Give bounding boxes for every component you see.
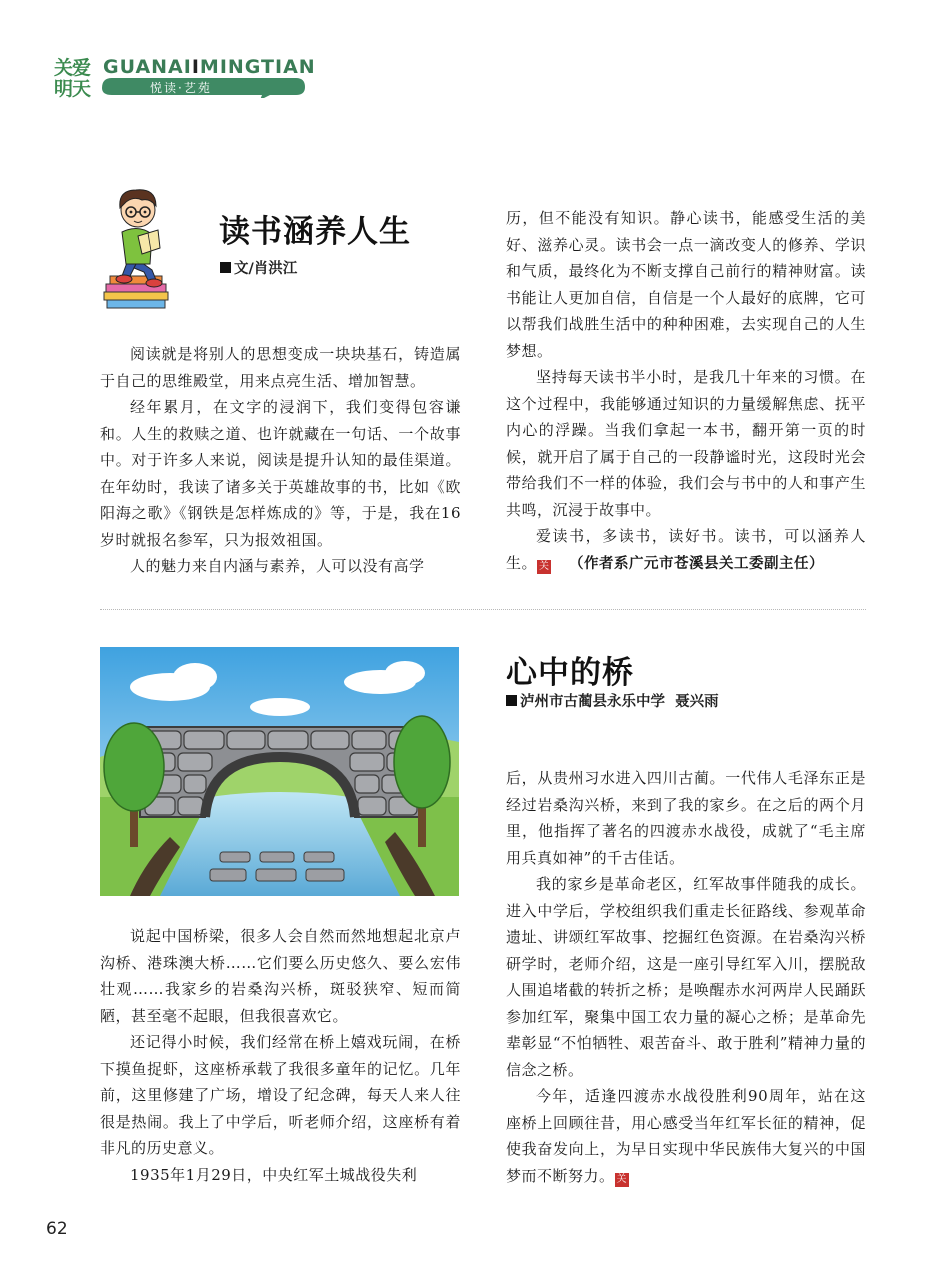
paragraph: 1935年1月29日，中央红军土城战役失利: [130, 1165, 418, 1184]
article2-title: 心中的桥: [506, 655, 634, 691]
brand-en-sep: I: [191, 56, 200, 78]
article1-left-column: [100, 341, 461, 580]
logo-line2: 明天: [54, 78, 91, 100]
paragraph: 历，但不能没有知识。静心读书，能感受生活的美好、滋养心灵。读书会一点一滴改变人的修养、学识和气质，最终化为不断支撑自己前行的精神财富。读书能让人更加自信，自信是一个人最好的底牌，它可以帮我们战胜生活中的种种困难，去实现自己的人生梦想。: [506, 209, 866, 360]
header-brand-en: [103, 56, 316, 78]
paragraph: 阅读就是将别人的思想变成一块块基石，铸造属于自己的思维殿堂，用来点亮生活、增加智慧。: [100, 345, 461, 390]
end-mark-icon: 关: [616, 1173, 627, 1185]
paragraph: 经年累月，在文字的浸润下，我们变得包容谦和。人生的救赎之道、也许就藏在一句话、一个故事中。对于许多人来说，阅读是提升认知的最佳渠道。在年幼时，我读了诸多关于英雄故事的书，比如《欧阳海之歌》《钢铁是怎样炼成的》等，于是，我在16岁时就报名参军，只为报效祖国。: [100, 398, 461, 549]
paragraph: 我的家乡是革命老区，红军故事伴随我的成长。进入中学后，学校组织我们重走长征路线、参观革命遗址、讲颂红军故事、挖掘红色资源。在岩桑沟兴桥研学时，老师介绍，这是一座引导红军入川，摆脱敌人围追堵截的转折之桥；是唤醒赤水河两岸人民踊跃参加红军，聚集中国工农力量的凝心之桥；是革命先辈彰显“不怕牺牲、艰苦奋斗、敢于胜利”精神力量的信念之桥。: [506, 875, 866, 1079]
section-divider: [100, 609, 866, 610]
paragraph: 后，从贵州习水进入四川古蔺。一代伟人毛泽东正是经过岩桑沟兴桥，来到了我的家乡。在之后的两个月里，他指挥了著名的四渡赤水战役，成就了“毛主席用兵真如神”的千古佳话。: [506, 769, 866, 867]
paragraph: 坚持每天读书半小时，是我几十年来的习惯。在这个过程中，我能够通过知识的力量缓解焦虑、抚平内心的浮躁。当我们拿起一本书，翻开第一页的时候，就开启了属于自己的一段静谧时光，这段时光会带给我们不一样的体验，我们会与书中的人和事产生共鸣，沉浸于故事中。: [506, 368, 866, 519]
article2-left-column: [100, 923, 461, 1188]
section-label: 悦读·艺苑: [150, 81, 212, 95]
article2-byline: [506, 690, 719, 711]
byline-square-icon: [506, 695, 517, 706]
article2-right-column: [506, 765, 866, 1189]
brand-en-left: GUANAI: [103, 56, 192, 78]
byline-square-icon: [220, 262, 231, 273]
paragraph-text: 今年，适逢四渡赤水战役胜利90周年，站在这座桥上回顾往昔，用心感受当年红军长征的精神，促使我奋发向上，为早日实现中华民族伟大复兴的中国梦而不断努力。: [506, 1087, 866, 1185]
paragraph: 还记得小时候，我们经常在桥上嬉戏玩闹，在桥下摸鱼捉虾，这座桥承载了我很多童年的记忆。几年前，这里修建了广场，增设了纪念碑，每天人来人往很是热闹。我上了中学后，听老师介绍，这座桥有着非凡的历史意义。: [100, 1033, 461, 1157]
logo-line1: 关爱: [54, 57, 91, 79]
article1-title: 读书涵养人生: [219, 214, 411, 250]
paragraph: [506, 1083, 866, 1189]
paragraph: 说起中国桥梁，很多人会自然而然地想起北京卢沟桥、港珠澳大桥……它们要么历史悠久、要么宏伟壮观……我家乡的岩桑沟兴桥，斑驳狭窄、短而简陋，甚至毫不起眼，但我很喜欢它。: [100, 927, 461, 1025]
reading-boy-illustration: [100, 184, 180, 312]
paragraph: 人的魅力来自内涵与素养，人可以没有高学: [130, 557, 425, 575]
page-number: 62: [46, 1219, 68, 1239]
article1-byline-text: 文/肖洪江: [234, 261, 298, 277]
brand-en-right: MINGTIAN: [199, 56, 316, 78]
paragraph: [506, 523, 866, 577]
author-note: （作者系广元市苍溪县关工委副主任）: [569, 555, 825, 572]
article1-byline: [220, 257, 297, 278]
logo: [54, 58, 94, 100]
article2-byline-text: 泸州市古蔺县永乐中学 聂兴雨: [520, 694, 719, 710]
article1-right-column: [506, 205, 866, 577]
paragraph-text: 爱读书，多读书，读好书。读书，可以涵养人生。: [506, 527, 866, 572]
stone-bridge-illustration: [100, 647, 459, 896]
end-mark-icon: 关: [539, 560, 550, 572]
